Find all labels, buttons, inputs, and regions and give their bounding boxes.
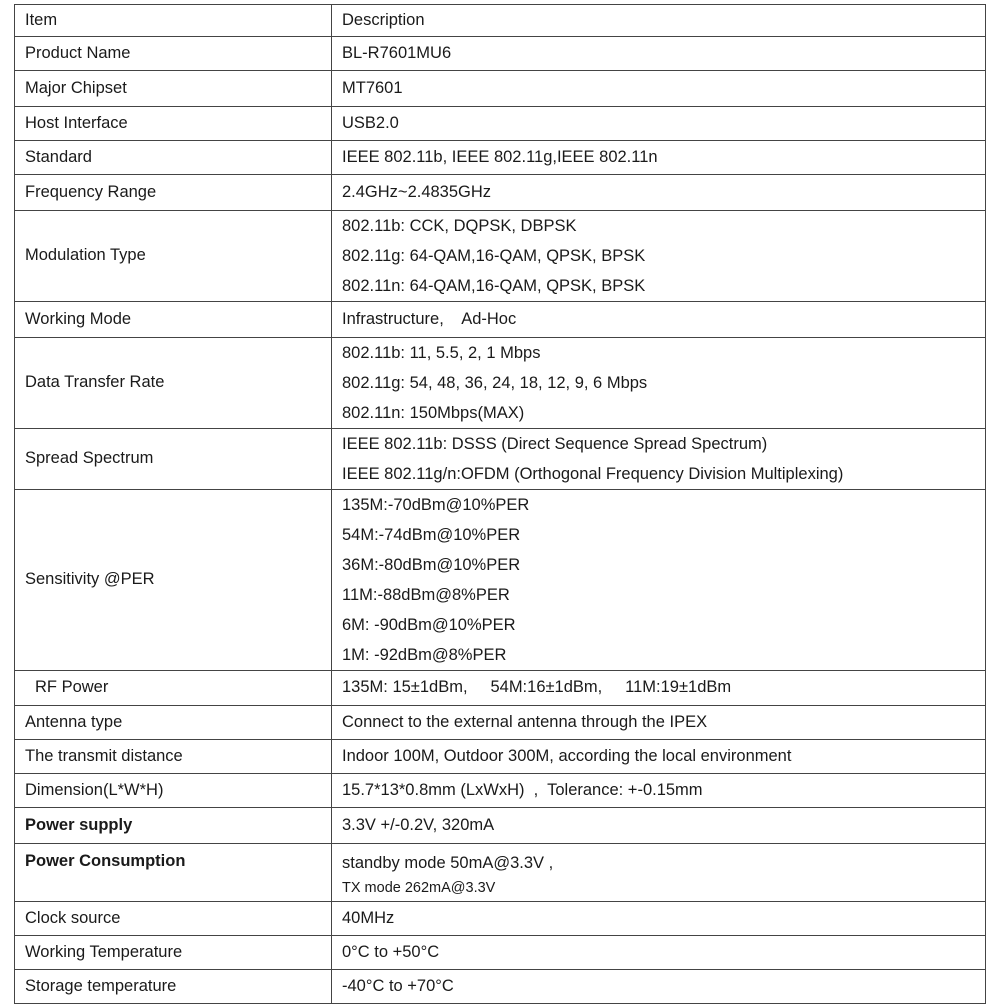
row-description — [332, 844, 986, 902]
table-row — [15, 37, 986, 71]
description-line: IEEE 802.11g/n:OFDM (Orthogonal Frequency Division Multiplexing) — [342, 465, 844, 483]
description-line: 802.11b: CCK, DQPSK, DBPSK — [342, 217, 577, 235]
row-description: IEEE 802.11b, IEEE 802.11g,IEEE 802.11n — [332, 141, 986, 175]
description-line: standby mode 50mA@3.3V , — [342, 853, 554, 872]
row-description: 3.3V +/-0.2V, 320mA — [332, 808, 986, 844]
row-description: 2.4GHz~2.4835GHz — [332, 175, 986, 211]
table-row — [15, 141, 986, 175]
header-description: Description — [332, 5, 986, 37]
row-description: -40°C to +70°C — [332, 970, 986, 1004]
row-description — [332, 429, 986, 490]
table-row — [15, 844, 986, 902]
header-item: Item — [15, 5, 332, 37]
row-description: MT7601 — [332, 71, 986, 107]
table-header-row — [15, 5, 986, 37]
row-description: Indoor 100M, Outdoor 300M, according the local environment — [332, 740, 986, 774]
row-item: Power Consumption — [15, 844, 332, 902]
table-row — [15, 71, 986, 107]
description-line: 54M:-74dBm@10%PER — [342, 526, 521, 544]
table-row — [15, 429, 986, 490]
row-item: Dimension(L*W*H) — [15, 774, 332, 808]
row-item: Working Mode — [15, 302, 332, 338]
row-item: RF Power — [15, 671, 332, 706]
row-description: Connect to the external antenna through the IPEX — [332, 706, 986, 740]
table-row — [15, 808, 986, 844]
row-description — [332, 211, 986, 302]
description-line: 6M: -90dBm@10%PER — [342, 616, 516, 634]
row-description: 135M: 15±1dBm, 54M:16±1dBm, 11M:19±1dBm — [332, 671, 986, 706]
table-row — [15, 302, 986, 338]
description-line: IEEE 802.11b: DSSS (Direct Sequence Spread Spectrum) — [342, 435, 768, 453]
description-line: TX mode 262mA@3.3V — [342, 879, 496, 896]
description-line: 802.11g: 64-QAM,16-QAM, QPSK, BPSK — [342, 247, 646, 265]
table-row — [15, 774, 986, 808]
row-description: 0°C to +50°C — [332, 936, 986, 970]
row-item: Antenna type — [15, 706, 332, 740]
table-row — [15, 490, 986, 671]
row-item: Product Name — [15, 37, 332, 71]
row-item: Power supply — [15, 808, 332, 844]
row-description: Infrastructure, Ad-Hoc — [332, 302, 986, 338]
table-row — [15, 970, 986, 1004]
row-item: Working Temperature — [15, 936, 332, 970]
table-row — [15, 706, 986, 740]
row-item: Spread Spectrum — [15, 429, 332, 490]
table-row — [15, 740, 986, 774]
spec-table — [14, 4, 986, 1004]
description-line: 802.11n: 150Mbps(MAX) — [342, 404, 525, 422]
row-item: The transmit distance — [15, 740, 332, 774]
description-line: 11M:-88dBm@8%PER — [342, 586, 510, 604]
row-item: Standard — [15, 141, 332, 175]
row-item: Data Transfer Rate — [15, 338, 332, 429]
description-line: 802.11n: 64-QAM,16-QAM, QPSK, BPSK — [342, 277, 646, 295]
description-line: 802.11g: 54, 48, 36, 24, 18, 12, 9, 6 Mbps — [342, 374, 648, 392]
row-item: Clock source — [15, 902, 332, 936]
table-row — [15, 211, 986, 302]
row-item: Modulation Type — [15, 211, 332, 302]
description-line: 135M:-70dBm@10%PER — [342, 496, 530, 514]
row-item: Storage temperature — [15, 970, 332, 1004]
row-item: Frequency Range — [15, 175, 332, 211]
row-description: 15.7*13*0.8mm (LxWxH) , Tolerance: +-0.15mm — [332, 774, 986, 808]
table-row — [15, 902, 986, 936]
row-item: Major Chipset — [15, 71, 332, 107]
row-description — [332, 338, 986, 429]
description-line: 36M:-80dBm@10%PER — [342, 556, 521, 574]
row-description: USB2.0 — [332, 107, 986, 141]
row-item: Sensitivity @PER — [15, 490, 332, 671]
table-row — [15, 175, 986, 211]
row-description: 40MHz — [332, 902, 986, 936]
description-line: 802.11b: 11, 5.5, 2, 1 Mbps — [342, 344, 541, 362]
row-description: BL-R7601MU6 — [332, 37, 986, 71]
table-row — [15, 671, 986, 706]
table-row — [15, 936, 986, 970]
row-description — [332, 490, 986, 671]
description-line: 1M: -92dBm@8%PER — [342, 646, 507, 664]
row-item: Host Interface — [15, 107, 332, 141]
table-row — [15, 338, 986, 429]
table-row — [15, 107, 986, 141]
